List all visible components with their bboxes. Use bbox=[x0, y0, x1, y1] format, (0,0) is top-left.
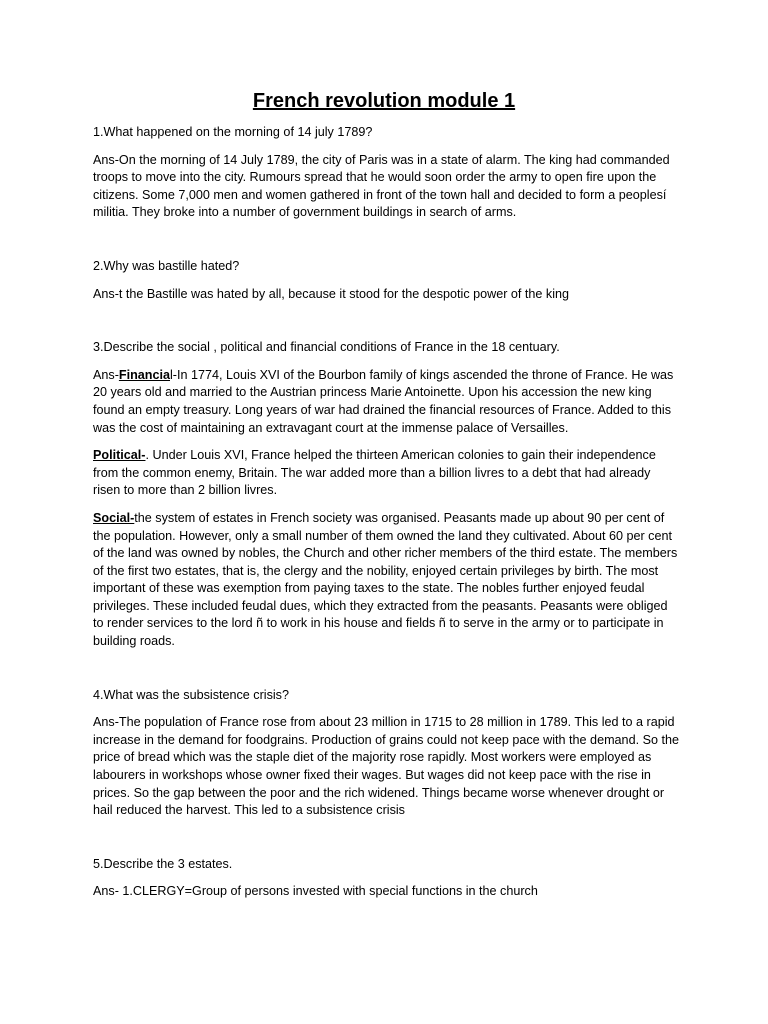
answer-3-financial bbox=[93, 367, 679, 437]
question-5: 5.Describe the 3 estates. bbox=[93, 856, 233, 871]
answer-prefix: Ans- bbox=[93, 367, 119, 382]
political-text: . Under Louis XVI, France helped the thirteen American colonies to gain their independence from the common enemy, Britain. The war added more than a billion livres to a debt that had already risen to more than 2 billion livres. bbox=[93, 448, 656, 498]
document-body bbox=[93, 124, 679, 901]
answer-4: Ans-The population of France rose from about 23 million in 1715 to 28 million in 1789. This led to a rapid increase in the demand for foodgrains. Production of grains could not keep pace with the demand. So the price of bread which was the staple diet of the majority rose rapidly. Most workers were employed as labourers in workshops whose owner fixed their wages. But wages did not keep pace with the rise in prices. So the gap between the poor and the rich widened. Things became worse whenever drought or hail reduced the harvest. This led to a subsistence crisis bbox=[93, 715, 679, 818]
social-label: Social- bbox=[93, 510, 135, 525]
document-title: French revolution module 1 bbox=[252, 90, 516, 112]
question-3: 3.Describe the social , political and financial conditions of France in the 18 centuary. bbox=[93, 340, 560, 355]
social-text: the system of estates in French society was organised. Peasants made up about 90 per cent of the population. However, only a small number of them owned the land they cultivated. About 60 per cent of the land was owned by nobles, the Church and other richer members of the third estate. The members of the first two estates, that is, the clergy and the nobility, enjoyed certain privileges by birth. The most important of these was exemption from paying taxes to the state. The nobles further enjoyed feudal privileges. These included feudal dues, which they extracted from the peasants. Peasants were obliged to render services to the lord ñ to work in his house and fields ñ to serve in the army or to participate in building roads. bbox=[93, 510, 678, 649]
political-label: Political- bbox=[93, 448, 146, 463]
answer-3-social bbox=[93, 510, 679, 651]
answer-2: Ans-t the Bastille was hated by all, because it stood for the despotic power of the king bbox=[93, 286, 570, 301]
question-1: 1.What happened on the morning of 14 july 1789? bbox=[93, 125, 373, 139]
question-4: 4.What was the subsistence crisis? bbox=[93, 687, 289, 702]
answer-1: Ans-On the morning of 14 July 1789, the city of Paris was in a state of alarm. The king had commanded troops to move into the city. Rumours spread that he would soon order the army to open fire upon the citizens. Some 7,000 men and women gathered in front of the town hall and decided to form a peoplesí militia. They broke into a number of government buildings in search of arms. bbox=[93, 152, 670, 220]
question-2: 2.Why was bastille hated? bbox=[93, 258, 240, 273]
answer-5: Ans- 1.CLERGY=Group of persons invested with special functions in the church bbox=[93, 884, 538, 899]
financial-text: l-In 1774, Louis XVI of the Bourbon family of kings ascended the throne of France. He was 20 years old and married to the Austrian princess Marie Antoinette. Upon his accession the new king found an empty treasury. Long years of war had drained the financial resources of France. Added to this was the cost of maintaining an extravagant court at the immense palace of Versailles. bbox=[93, 367, 674, 435]
answer-3-political bbox=[93, 447, 679, 500]
financial-label: Financia bbox=[118, 367, 170, 382]
